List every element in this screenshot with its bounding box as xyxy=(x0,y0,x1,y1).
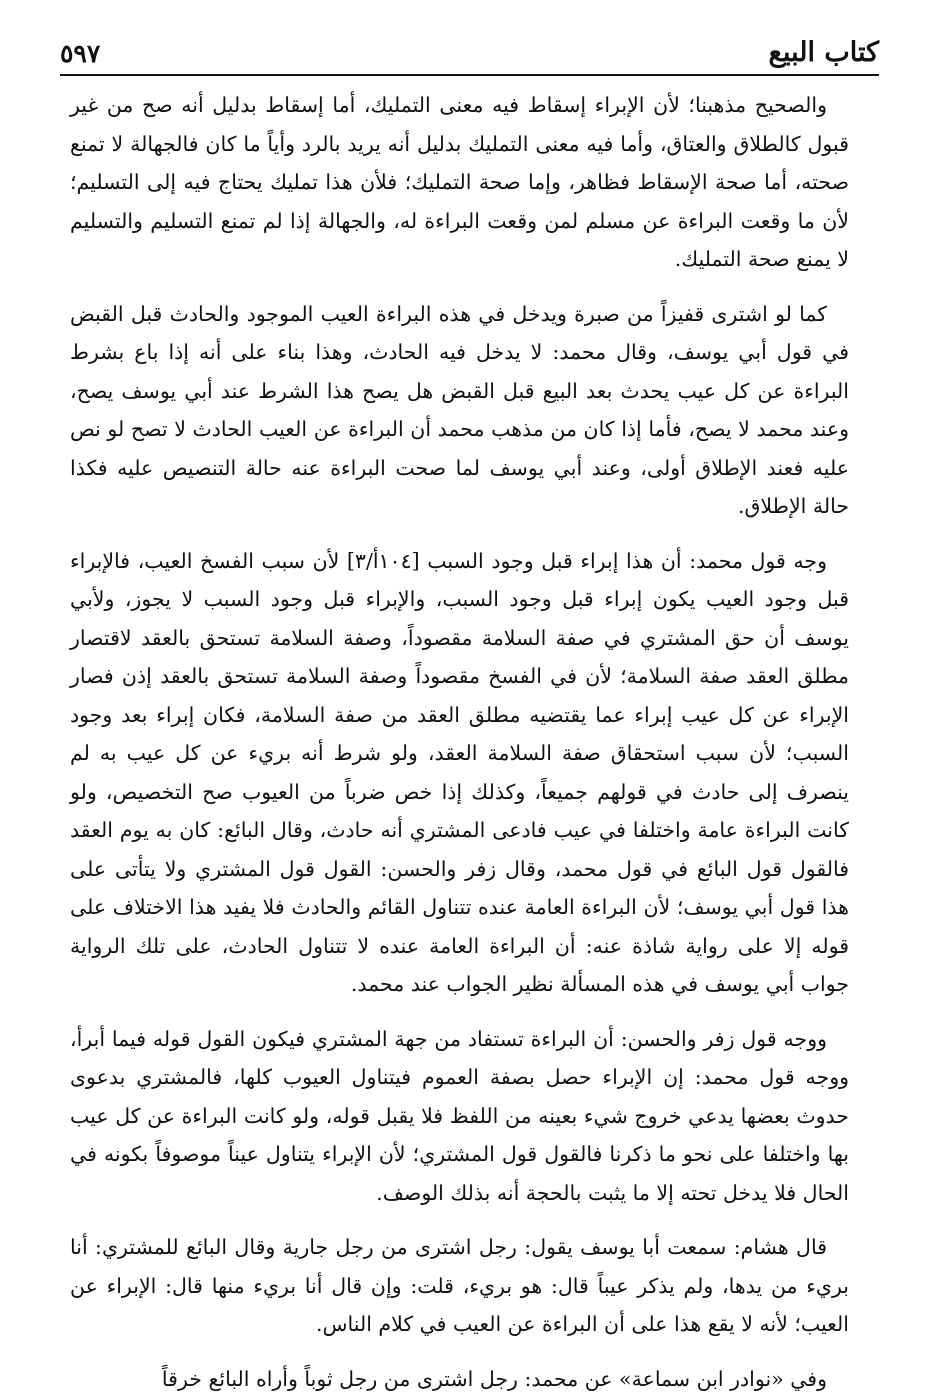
paragraph: ووجه قول زفر والحسن: أن البراءة تستفاد من جهة المشتري فيكون القول قوله فيما أبرأ، ووجه قول محمد: إن الإبراء حصل بصفة العموم فيتناول العيوب كلها، فالمشتري بدعوى حدوث بعضها يدعي خروج شيء بعينه من اللفظ فلا يقبل قوله، ولو كانت البراءة عن كل عيب بها واختلفا على نحو ما ذكرنا فالقول قول المشتري؛ لأن الإبراء يتناول عيناً موصوفاً بكونه في الحال فلا يدخل تحته إلا ما يثبت بالحجة أنه بذلك الوصف. xyxy=(70,1020,849,1213)
paragraph: كما لو اشترى قفيزاً من صبرة ويدخل في هذه البراءة العيب الموجود والحادث قبل القبض في قول أبي يوسف، وقال محمد: لا يدخل فيه الحادث، وهذا بناء على أنه إذا باع بشرط البراءة عن كل عيب يحدث بعد البيع قبل القبض هل يصح هذا الشرط عند أبي يوسف يصح، وعند محمد لا يصح، فأما إذا كان من مذهب محمد أن البراءة عن العيب الحادث لا تصح لو نص عليه فعند الإطلاق أولى، وعند أبي يوسف لما صحت البراءة عنه حالة التنصيص عليه فكذا حالة الإطلاق. xyxy=(70,295,849,526)
page-number: ٥٩٧ xyxy=(60,39,100,68)
body-text xyxy=(70,86,849,1398)
page-header xyxy=(60,28,879,76)
paragraph: وفي «نوادر ابن سماعة» عن محمد: رجل اشترى من رجل ثوباً وأراه البائع خرقاً xyxy=(70,1360,849,1398)
paragraph: وجه قول محمد: أن هذا إبراء قبل وجود السبب [١٠٤أ/٣] لأن سبب الفسخ العيب، فالإبراء قبل وجود العيب يكون إبراء قبل وجود السبب، والإبراء قبل وجود السبب لا يجوز، ولأبي يوسف أن حق المشتري في صفة السلامة مقصوداً، وصفة السلامة تستحق بالعقد لاقتصار مطلق العقد صفة السلامة؛ لأن في الفسخ مقصوداً وصفة السلامة تستحق بالعقد إذن فصار الإبراء عن كل عيب إبراء عما يقتضيه مطلق العقد من صفة السلامة، فكان إبراء بعد وجود السبب؛ لأن سبب استحقاق صفة السلامة العقد، ولو شرط أنه بريء عن كل عيب به لم ينصرف إلى حادث في قولهم جميعاً، وكذلك إذا خص ضرباً من العيوب صح التخصيص، ولو كانت البراءة عامة واختلفا في عيب فادعى المشتري أنه حادث، وقال البائع: كان به يوم العقد فالقول قول البائع في قول محمد، وقال زفر والحسن: القول قول المشتري ولا يتأتى على هذا قول أبي يوسف؛ لأن البراءة العامة عنده تتناول القائم والحادث فلا يفيد هذا الاختلاف على قوله إلا على رواية شاذة عنه: أن البراءة العامة عنده لا تتناول الحادث، على تلك الرواية جواب أبي يوسف في هذه المسألة نظير الجواب عند محمد. xyxy=(70,542,849,1004)
running-title: كتاب البيع xyxy=(769,37,879,68)
paragraph: قال هشام: سمعت أبا يوسف يقول: رجل اشترى من رجل جارية وقال البائع للمشتري: أنا بريء من يدها، ولم يذكر عيباً قال: هو بريء، قلت: وإن قال أنا بريء منها قال: الإبراء عن العيب؛ لأنه لا يقع هذا على أن البراءة عن العيب في كلام الناس. xyxy=(70,1228,849,1344)
paragraph: والصحيح مذهبنا؛ لأن الإبراء إسقاط فيه معنى التمليك، أما إسقاط بدليل أنه صح من غير قبول كالطلاق والعتاق، وأما فيه معنى التمليك بدليل أنه يريد بالرد وأياً ما كان فالجهالة لا تمنع صحته، أما صحة الإسقاط فظاهر، وإما صحة التمليك؛ فلأن هذا تمليك يحتاج فيه إلى التسليم؛ لأن ما وقعت البراءة عن مسلم لمن وقعت البراءة له، والجهالة إذا لم تمنع التسليم والتسليم لا يمنع صحة التمليك. xyxy=(70,86,849,279)
